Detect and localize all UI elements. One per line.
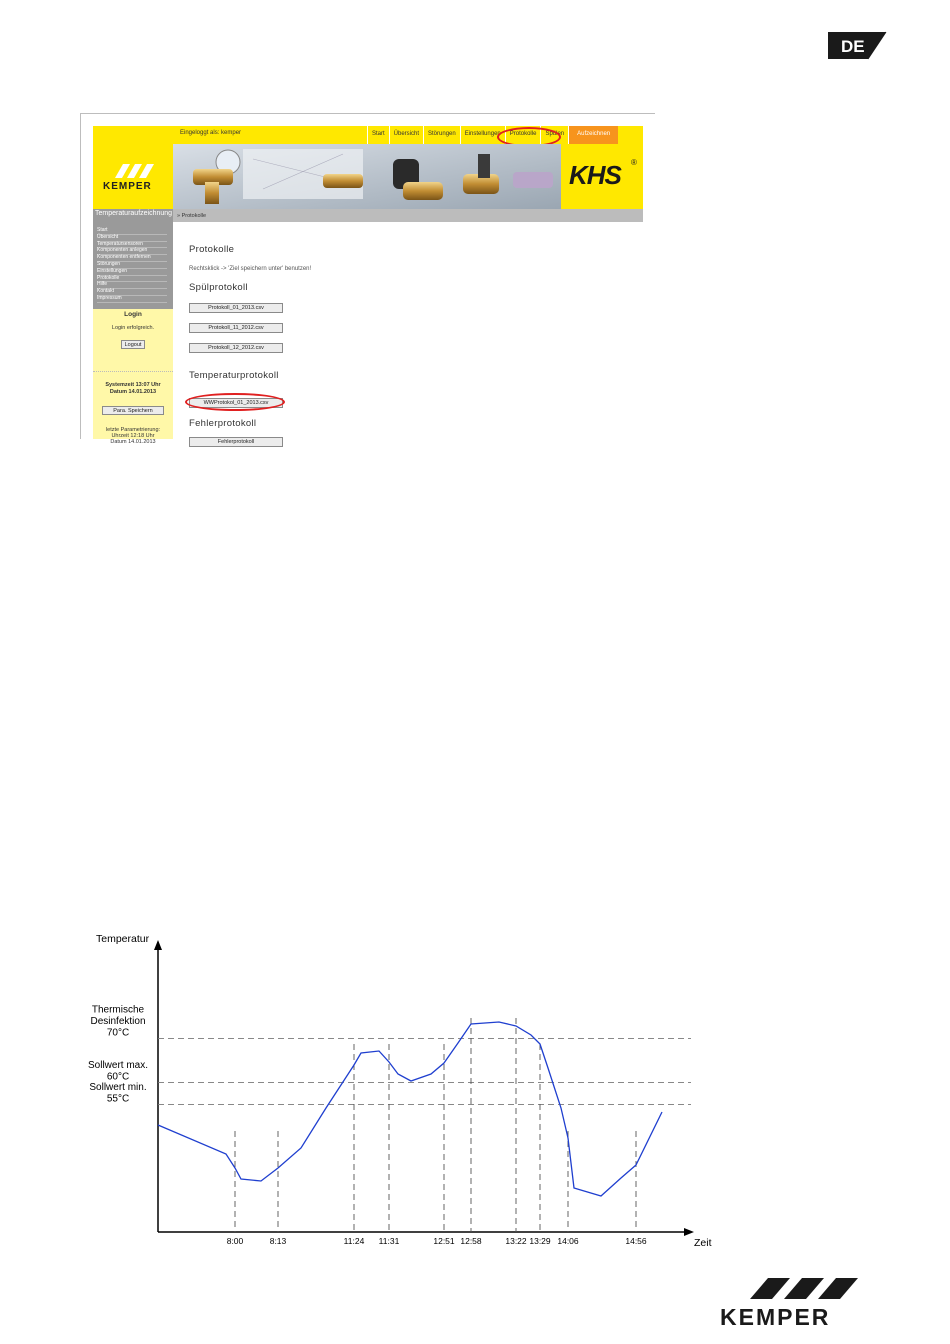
nav-protocols[interactable]: Protokolle <box>505 126 541 144</box>
sidebar-item-overview[interactable]: Übersicht <box>97 235 167 242</box>
main-content <box>173 222 643 445</box>
breadcrumb: » Protokolle <box>173 209 643 222</box>
x-axis-label: Zeit <box>694 1237 712 1249</box>
top-nav <box>367 126 618 144</box>
time-tick-label: 13:29 <box>529 1236 551 1246</box>
x-axis-arrow <box>684 1228 694 1236</box>
temperature-heading: Temperaturprotokoll <box>189 370 279 381</box>
logout-button[interactable]: Logout <box>121 340 145 349</box>
sidebar-menu <box>93 222 173 309</box>
khs-logo-box <box>561 144 643 209</box>
last-param-time: Uhrzeit 12:18 Uhr <box>111 433 155 439</box>
kemper-footer-logo <box>720 1278 885 1333</box>
time-tick-label: 14:56 <box>625 1236 647 1246</box>
login-title: Login <box>124 311 142 318</box>
flush-file-button[interactable]: Protokoll_11_2012.csv <box>189 323 283 333</box>
sidebar-item-sensors[interactable]: Temperatursensoren <box>97 242 167 249</box>
reference-label: 55°C <box>106 1093 130 1105</box>
sidebar-item-faults[interactable]: Störungen <box>97 262 167 269</box>
system-date: Datum 14.01.2013 <box>109 389 157 395</box>
sidebar-item-contact[interactable]: Kontakt <box>97 289 167 296</box>
sidebar-item-start[interactable]: Start <box>97 228 167 235</box>
reference-label: Sollwert min. <box>89 1081 147 1093</box>
flush-heading: Spülprotokoll <box>189 282 248 293</box>
time-tick-label: 11:31 <box>378 1236 400 1246</box>
system-time: Systemzeit 13:07 Uhr <box>105 382 161 388</box>
temperature-file-button[interactable]: WWProtokol_01_2013.csv <box>189 398 283 408</box>
y-axis-arrow <box>154 940 162 950</box>
flush-file-button[interactable]: Protokoll_01_2013.csv <box>189 303 283 313</box>
login-status: Login erfolgreich. <box>111 325 155 331</box>
temperature-chart-svg <box>86 928 726 1250</box>
reference-label: Desinfektion <box>90 1015 146 1027</box>
nav-record[interactable]: Aufzeichnen <box>568 126 618 144</box>
sidebar-status-panel <box>93 309 173 445</box>
temperature-series-line <box>158 1022 662 1196</box>
save-parameters-button[interactable]: Para. Speichern <box>102 406 164 415</box>
reference-label: Thermische <box>91 1004 145 1016</box>
sidebar-item-imprint[interactable]: Impressum <box>97 296 167 303</box>
temperature-chart <box>86 928 726 1250</box>
sidebar-item-add-components[interactable]: Komponenten anlegen <box>97 248 167 255</box>
time-tick-label: 14:06 <box>557 1236 579 1246</box>
sidebar-item-remove-components[interactable]: Komponenten entfernen <box>97 255 167 262</box>
sidebar-item-help[interactable]: Hilfe <box>97 282 167 289</box>
language-label: DE <box>841 37 865 56</box>
logged-in-as: Eingeloggt als: kemper <box>180 130 242 136</box>
kemper-logo-box <box>93 144 173 209</box>
time-tick-label: 12:58 <box>460 1236 482 1246</box>
nav-faults[interactable]: Störungen <box>423 126 460 144</box>
nav-start[interactable]: Start <box>367 126 389 144</box>
registered-mark: ® <box>631 158 637 167</box>
error-heading: Fehlerprotokoll <box>189 418 257 429</box>
time-tick-label: 8:00 <box>226 1236 244 1246</box>
kemper-bars-icon <box>115 164 155 178</box>
time-tick-label: 12:51 <box>433 1236 455 1246</box>
highlight-oval-temperature-file <box>185 393 285 411</box>
y-axis-label: Temperatur <box>96 933 150 945</box>
nav-overview[interactable]: Übersicht <box>389 126 423 144</box>
error-file-button[interactable]: Fehlerprotokoll <box>189 437 283 447</box>
time-tick-label: 13:22 <box>505 1236 527 1246</box>
reference-label: 70°C <box>106 1027 130 1039</box>
sidebar-divider <box>93 371 173 372</box>
flush-file-button[interactable]: Protokoll_12_2012.csv <box>189 343 283 353</box>
kemper-logo-text: KEMPER <box>720 1304 831 1330</box>
sidebar-item-settings[interactable]: Einstellungen <box>97 269 167 276</box>
save-hint: Rechtsklick -> 'Ziel speichern unter' benutzen! <box>189 266 312 272</box>
reference-label: Sollwert max. <box>87 1059 149 1071</box>
kemper-logo-text: KEMPER <box>103 181 152 192</box>
nav-flush[interactable]: Spülen <box>540 126 568 144</box>
last-param-label: letzte Parametrierung: <box>105 427 161 433</box>
page-title: Protokolle <box>189 244 235 255</box>
language-badge <box>828 32 886 59</box>
nav-settings[interactable]: Einstellungen <box>460 126 505 144</box>
time-tick-label: 8:13 <box>269 1236 287 1246</box>
reference-label: 60°C <box>106 1071 130 1083</box>
web-interface-screenshot <box>80 113 655 445</box>
product-banner-image <box>173 144 561 209</box>
khs-logo-text: KHS <box>569 160 621 190</box>
sidebar-title: Temperaturaufzeichnung <box>93 209 173 222</box>
sidebar-item-protocols[interactable]: Protokolle <box>97 276 167 283</box>
time-tick-label: 11:24 <box>343 1236 365 1246</box>
last-param-date: Datum 14.01.2013 <box>110 439 156 445</box>
